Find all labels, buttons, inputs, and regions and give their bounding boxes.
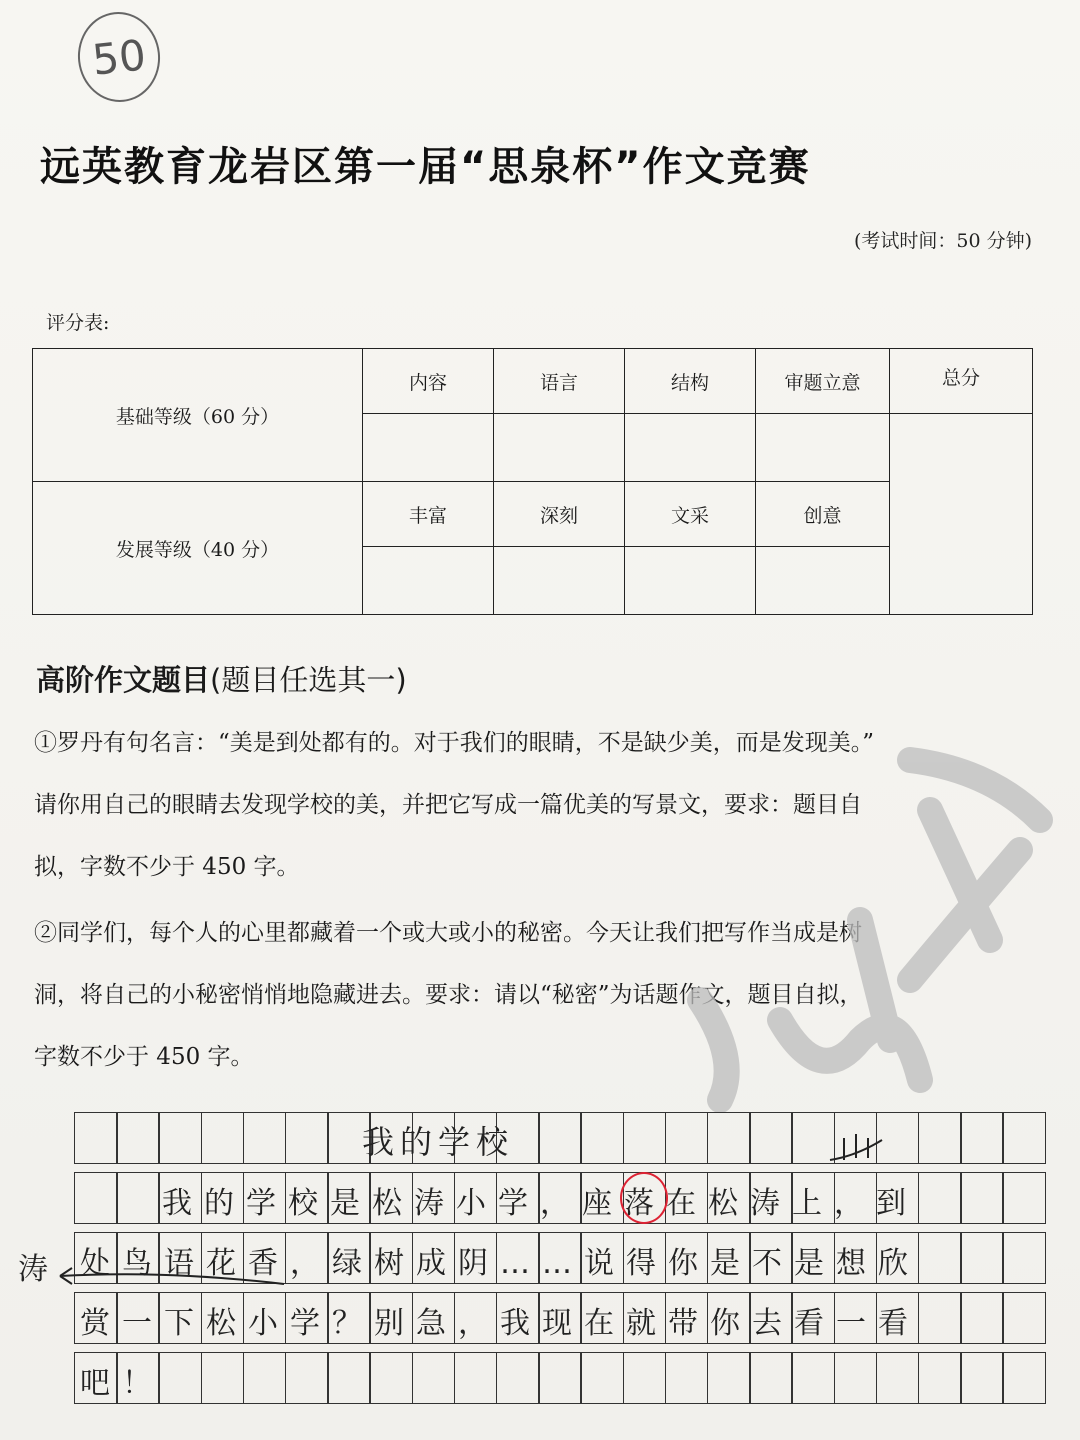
section-heading-text: 高阶作文题目 [36, 663, 211, 697]
prompt-2-line-2: 洞，将自己的小秘密悄悄地隐藏进去。要求：请以“秘密”为话题作文，题目自拟， [34, 982, 863, 1008]
grid-row [74, 1352, 1045, 1404]
score-table [32, 348, 1033, 615]
prompt-2-line-1: ②同学们，每个人的心里都藏着一个或大或小的秘密。今天让我们把写作当成是树 [34, 920, 862, 946]
score-cell [756, 547, 890, 615]
prompt-1-line-3: 拟，字数不少于 450 字。 [34, 854, 300, 880]
grid-cell [960, 1112, 1004, 1164]
grid-cell [243, 1352, 287, 1404]
insertion-mark [826, 1130, 886, 1170]
grid-cell [538, 1352, 582, 1404]
grid-cell [623, 1112, 667, 1164]
grid-cell [580, 1352, 624, 1404]
grid-cell [918, 1232, 962, 1284]
total-label: 总分 [890, 349, 1033, 414]
score-cell [625, 414, 756, 482]
total-score-cell [890, 414, 1033, 615]
grid-cell [369, 1352, 413, 1404]
prompt-1-line-2: 请你用自己的眼睛去发现学校的美，并把它写成一篇优美的写景文，要求：题目自 [34, 792, 862, 818]
grid-cell [960, 1352, 1004, 1404]
grid-cell [960, 1172, 1004, 1224]
margin-correction: 涛 [18, 1252, 48, 1287]
grid-cell [285, 1352, 329, 1404]
grid-row [74, 1112, 1045, 1164]
criterion-creativity: 创意 [756, 482, 890, 547]
grid-cell [749, 1352, 793, 1404]
grid-cell [285, 1112, 329, 1164]
watermark-calligraphy [660, 620, 1060, 1120]
prompt-1-line-1: ①罗丹有句名言：“美是到处都有的。对于我们的眼睛，不是缺少美，而是发现美。” [34, 730, 875, 756]
criterion-content: 内容 [363, 349, 494, 414]
criterion-theme: 审题立意 [756, 349, 890, 414]
grid-cell [158, 1112, 202, 1164]
page-title: 远英教育龙岩区第一届“思泉杯”作文竞赛 [40, 144, 811, 190]
essay-line-3: 赏一下松小学？别急，我现在就带你去看一看 [80, 1306, 920, 1341]
essay-line-1: 我的学校是松涛小学，座落在松涛上，到 [162, 1186, 918, 1221]
grid-cell [74, 1112, 118, 1164]
basic-level-label: 基础等级（60 分） [33, 349, 363, 482]
prompt-2-line-3: 字数不少于 450 字。 [34, 1044, 254, 1070]
grid-cell [201, 1352, 245, 1404]
exam-time: (考试时间：50 分钟) [853, 230, 1032, 252]
criterion-style: 文采 [625, 482, 756, 547]
score-cell [625, 547, 756, 615]
correction-circle [620, 1172, 668, 1224]
grid-cell [496, 1352, 540, 1404]
grid-cell [918, 1352, 962, 1404]
grid-cell [707, 1112, 751, 1164]
score-cell [363, 414, 494, 482]
development-level-label: 发展等级（40 分） [33, 482, 363, 615]
grid-cell [665, 1112, 709, 1164]
grid-cell [1002, 1352, 1046, 1404]
grid-cell [918, 1292, 962, 1344]
grid-cell [791, 1352, 835, 1404]
score-cell [363, 547, 494, 615]
essay-line-4: 吧！ [80, 1366, 164, 1401]
score-table-label: 评分表: [46, 312, 110, 334]
grid-cell [1002, 1292, 1046, 1344]
score-cell [494, 547, 625, 615]
grid-cell [412, 1352, 456, 1404]
grid-cell [201, 1112, 245, 1164]
grid-cell [918, 1172, 962, 1224]
grid-cell [876, 1352, 920, 1404]
grid-cell [918, 1112, 962, 1164]
grid-cell [1002, 1112, 1046, 1164]
grid-cell [960, 1232, 1004, 1284]
correction-arrow [54, 1262, 294, 1292]
grid-cell [623, 1352, 667, 1404]
grid-cell [960, 1292, 1004, 1344]
score-mark: 50 [74, 8, 165, 106]
grid-cell [749, 1112, 793, 1164]
grid-cell [1002, 1232, 1046, 1284]
score-cell [756, 414, 890, 482]
grid-cell [116, 1112, 160, 1164]
essay-line-2: 处鸟语花香，绿树成阴……说得你是不是想欣 [80, 1246, 920, 1281]
section-heading [36, 658, 407, 699]
criterion-depth: 深刻 [494, 482, 625, 547]
grid-cell [454, 1352, 498, 1404]
grid-cell [74, 1172, 118, 1224]
grid-cell [243, 1112, 287, 1164]
section-heading-note: (题目任选其一) [210, 663, 407, 697]
grid-cell [538, 1112, 582, 1164]
grid-cell [834, 1352, 878, 1404]
grid-cell [158, 1352, 202, 1404]
grid-cell [665, 1352, 709, 1404]
grid-cell [707, 1352, 751, 1404]
criterion-structure: 结构 [625, 349, 756, 414]
score-cell [494, 414, 625, 482]
criterion-richness: 丰富 [363, 482, 494, 547]
criterion-language: 语言 [494, 349, 625, 414]
essay-title: 我的学校 [362, 1123, 515, 1161]
grid-cell [327, 1352, 371, 1404]
grid-cell [1002, 1172, 1046, 1224]
grid-cell [116, 1172, 160, 1224]
grid-cell [580, 1112, 624, 1164]
